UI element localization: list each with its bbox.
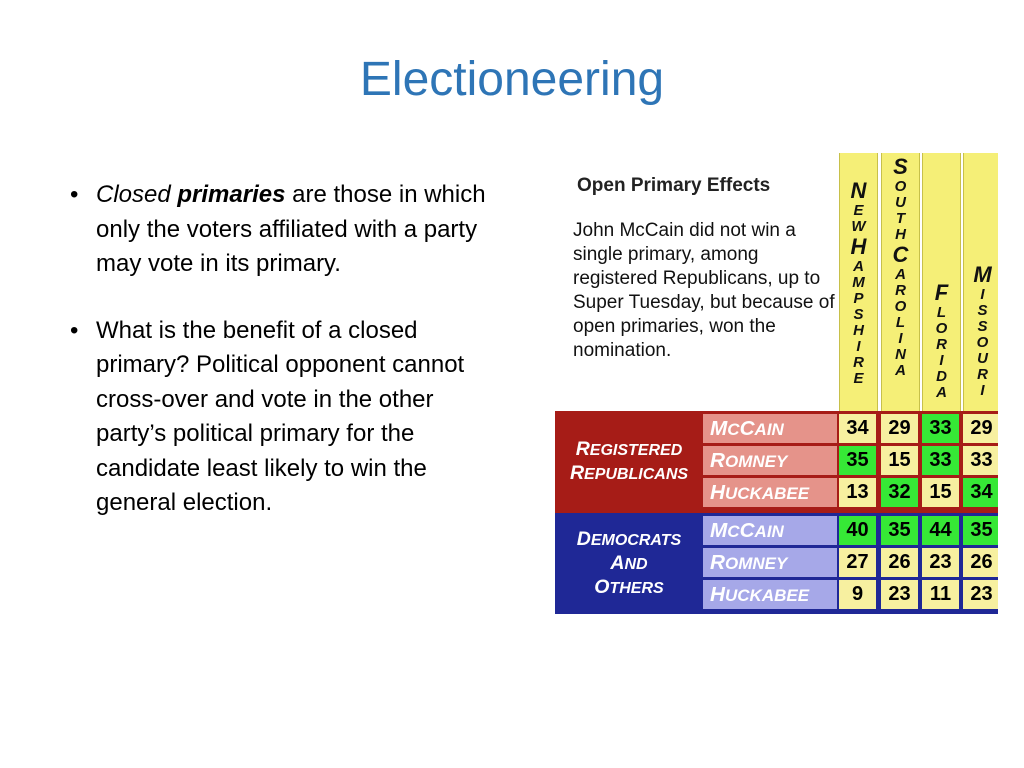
bullet-marker: • xyxy=(70,181,79,208)
candidate-label-romney: ROMNEY xyxy=(703,548,837,577)
result-cell: 34 xyxy=(839,414,876,443)
candidate-label-huckabee: HUCKABEE xyxy=(703,478,837,507)
result-cell: 23 xyxy=(963,580,998,609)
result-cell: 11 xyxy=(922,580,959,609)
result-cell: 26 xyxy=(963,548,998,577)
bullet-item-closed-benefit xyxy=(70,314,490,521)
bullet-item-closed-primaries xyxy=(70,178,490,282)
result-cell: 23 xyxy=(922,548,959,577)
graphic-heading: Open Primary Effects xyxy=(577,175,771,196)
result-cell: 34 xyxy=(963,478,998,507)
result-cell: 32 xyxy=(881,478,918,507)
bullet-marker: • xyxy=(70,316,79,344)
open-primary-effects-graphic xyxy=(555,153,998,614)
state-label: S O U T H C A R O L I N A xyxy=(892,154,909,379)
state-label: M I S S O U R I xyxy=(973,262,992,399)
candidate-label-huckabee: HUCKABEE xyxy=(703,580,837,609)
result-cell: 33 xyxy=(922,446,959,475)
state-label: F L O R I D A xyxy=(934,280,949,401)
state-label: N E W H A M P S H I R E xyxy=(850,178,867,387)
state-column-south-carolina xyxy=(881,153,920,411)
term-closed: Closed xyxy=(96,181,171,208)
group-label-democrats-and-others: DEMOCRATS AND OTHERS xyxy=(555,513,703,614)
result-cell: 33 xyxy=(963,446,998,475)
result-cell: 23 xyxy=(881,580,918,609)
bullet-list xyxy=(70,178,490,553)
result-cell: 35 xyxy=(881,516,918,545)
result-cell: 13 xyxy=(839,478,876,507)
candidate-label-mccain: MCCAIN xyxy=(703,414,837,443)
state-column-florida xyxy=(922,153,961,411)
result-cell: 33 xyxy=(922,414,959,443)
bullet-1-text: are those in which only the voters affiliated with a party may vote in its primary. xyxy=(96,181,486,277)
state-column-missouri xyxy=(963,153,998,411)
result-cell: 35 xyxy=(963,516,998,545)
result-cell: 27 xyxy=(839,548,876,577)
term-primaries: primaries xyxy=(177,181,286,208)
result-cell: 35 xyxy=(839,446,876,475)
slide-title: Electioneering xyxy=(359,53,665,106)
group-label-registered-republicans: REGISTERED REPUBLICANS xyxy=(555,411,703,513)
bullet-2-text: What is the benefit of a closed primary? Political opponent cannot cross-over and vote in the other party’s political primary for the candidate least likely to win the general election. xyxy=(96,316,465,516)
state-column-new-hampshire xyxy=(839,153,878,411)
result-cell: 40 xyxy=(839,516,876,545)
result-cell: 15 xyxy=(922,478,959,507)
candidate-label-romney: ROMNEY xyxy=(703,446,837,475)
result-cell: 26 xyxy=(881,548,918,577)
result-cell: 15 xyxy=(881,446,918,475)
result-cell: 9 xyxy=(839,580,876,609)
result-cell: 29 xyxy=(881,414,918,443)
result-cell: 44 xyxy=(922,516,959,545)
candidate-label-mccain: MCCAIN xyxy=(703,516,837,545)
result-cell: 29 xyxy=(963,414,998,443)
graphic-description: John McCain did not win a single primary, among registered Republicans, up to Super Tuesday, but because of open primaries, won the nomination. xyxy=(573,220,835,361)
